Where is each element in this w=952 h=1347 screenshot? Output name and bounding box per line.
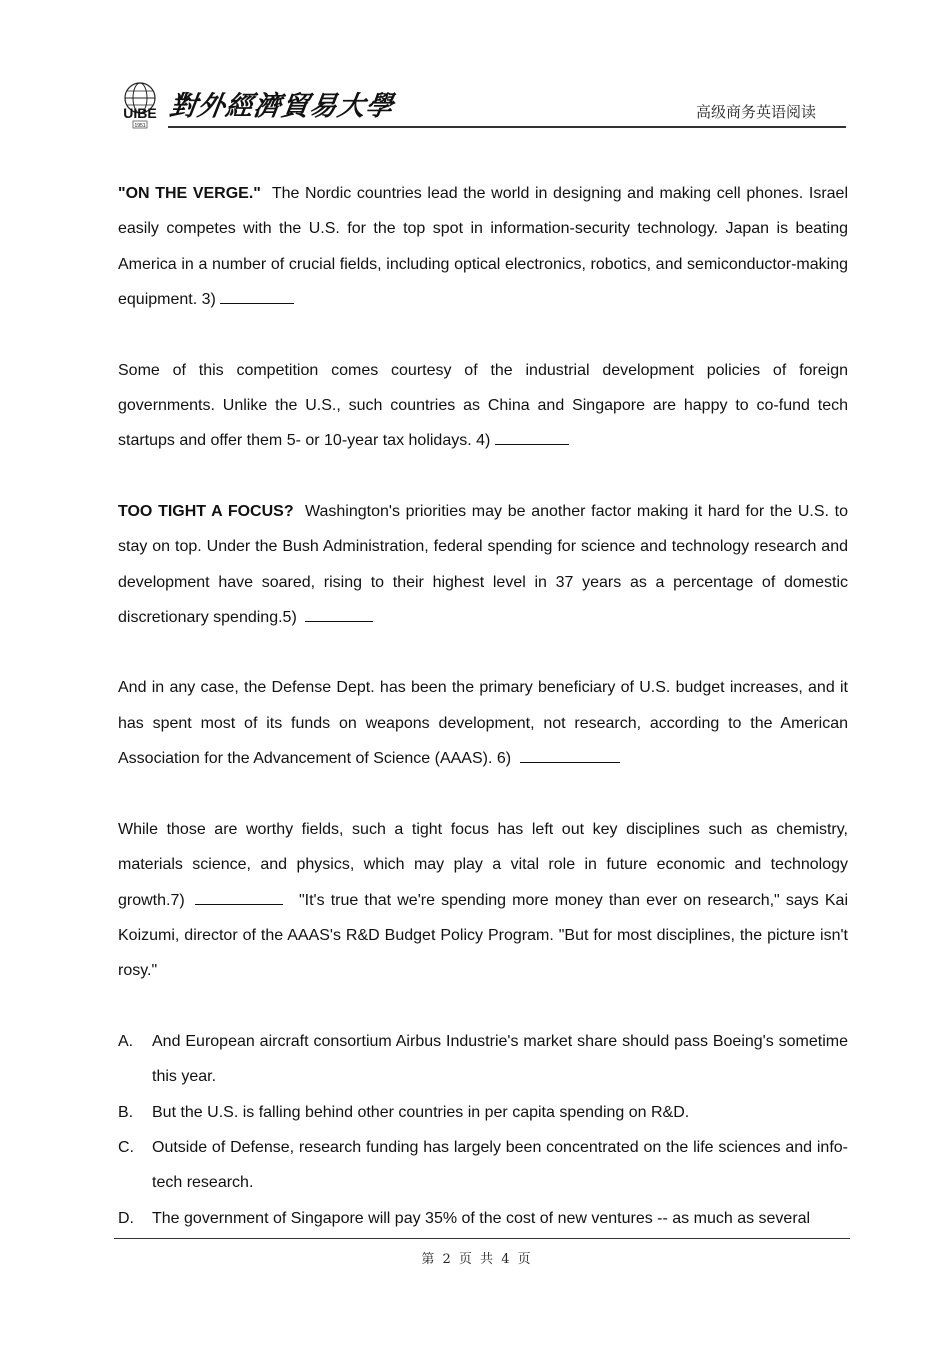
- paragraph-text: While those are worthy fields, such a tight focus has left out key disciplines such as chemistry, materials science, and physics, which may play a vital role in future economic and technology growth.7): [118, 820, 848, 909]
- emblem-year: 1951: [134, 123, 146, 129]
- option-letter: A.: [118, 1032, 134, 1050]
- document-body: [118, 176, 848, 1236]
- answer-options-list: [118, 1024, 848, 1236]
- paragraph-worthy-fields: [118, 812, 848, 989]
- paragraph-heading: "ON THE VERGE.": [118, 185, 261, 202]
- option-text: Outside of Defense, research funding has largely been concentrated on the life sciences and info-tech research.: [152, 1138, 848, 1192]
- paragraph-text: Some of this competition comes courtesy of the industrial development policies of foreign governments. Unlike the U.S., such countries as China and Singapore are happy to co-fund tech startups and offer them 5- or 10-year tax holidays. 4): [118, 361, 848, 450]
- option-letter: C.: [118, 1138, 134, 1156]
- option-letter: D.: [118, 1209, 134, 1227]
- answer-blank-6[interactable]: [520, 748, 620, 763]
- paragraph-text: And in any case, the Defense Dept. has been the primary beneficiary of U.S. budget increases, and it has spent most of its funds on weapons development, not research, according to the American Association for the Advancement of Science (AAAS). 6): [118, 679, 848, 768]
- answer-blank-4[interactable]: [495, 430, 569, 445]
- option-a: [118, 1024, 848, 1095]
- paragraph-quote: "It's true that we're spending more money than ever on research," says Kai Koizumi, director of the AAAS's R&D Budget Policy Program. "But for most disciplines, the picture isn't rosy.": [118, 891, 849, 980]
- university-name: 對外經濟貿易大學: [167, 91, 396, 122]
- header-divider: [168, 126, 846, 128]
- paragraph-on-the-verge: [118, 176, 848, 318]
- paragraph-too-tight-a-focus: [118, 494, 848, 636]
- paragraph-defense-dept: [118, 670, 848, 776]
- option-b: [118, 1095, 848, 1130]
- page-header: [114, 74, 848, 132]
- emblem-text: UIBE: [123, 105, 157, 121]
- option-text: The government of Singapore will pay 35% of the cost of new ventures -- as much as several: [152, 1209, 811, 1227]
- option-d: [118, 1201, 848, 1236]
- answer-blank-3[interactable]: [220, 289, 294, 304]
- footer-divider: [114, 1238, 850, 1239]
- answer-blank-7[interactable]: [195, 890, 283, 905]
- option-text: And European aircraft consortium Airbus Industrie's market share should pass Boeing's sometime this year.: [152, 1032, 848, 1086]
- paragraph-text: Washington's priorities may be another factor making it hard for the U.S. to stay on top. Under the Bush Administration, federal spending for science and technology research and development have soared, rising to their highest level in 37 years as a percentage of domestic discretionary spending.5): [118, 502, 849, 627]
- paragraph-text: The Nordic countries lead the world in designing and making cell phones. Israel easily competes with the U.S. for the top spot in information-security technology. Japan is beating America in a number of crucial fields, including optical electronics, robotics, and semiconductor-making equipment. 3): [118, 185, 848, 309]
- page-number: 第 2 页 共 4 页: [421, 1252, 531, 1267]
- option-letter: B.: [118, 1103, 134, 1121]
- option-text: But the U.S. is falling behind other countries in per capita spending on R&D.: [152, 1103, 690, 1121]
- option-c: [118, 1130, 848, 1201]
- paragraph-competition: [118, 353, 848, 459]
- course-title: 高级商务英语阅读: [695, 103, 816, 121]
- paragraph-heading: TOO TIGHT A FOCUS?: [118, 502, 294, 520]
- answer-blank-5[interactable]: [305, 607, 373, 622]
- university-emblem-icon: [114, 78, 166, 130]
